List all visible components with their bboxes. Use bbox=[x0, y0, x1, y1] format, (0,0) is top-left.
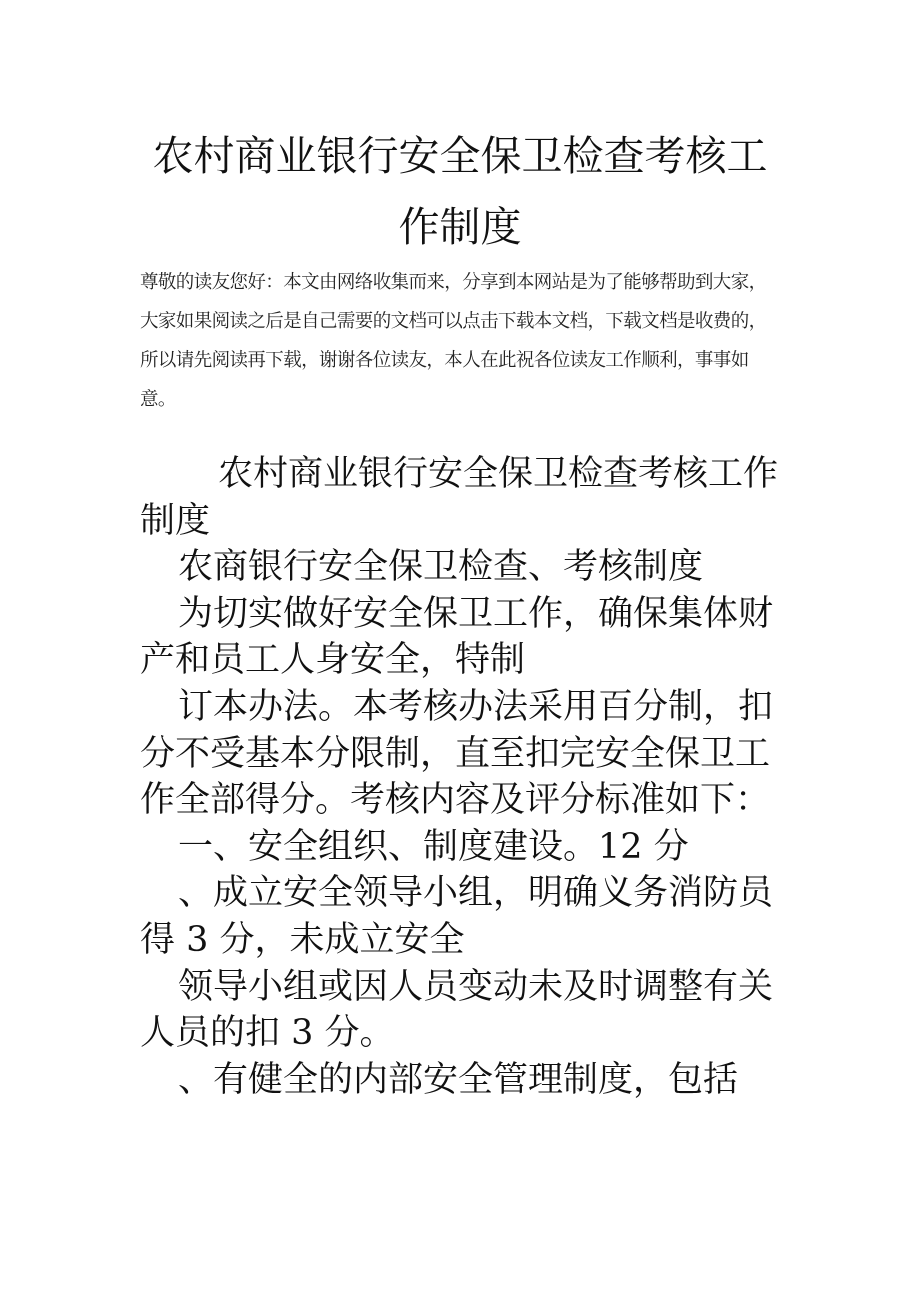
body-paragraph: 、成立安全领导小组，明确义务消防员得 3 分，未成立安全 bbox=[140, 873, 774, 960]
body-paragraph: 农商银行安全保卫检查、考核制度 bbox=[178, 547, 704, 588]
body-paragraph: 农村商业银行安全保卫检查考核工作制度 bbox=[140, 454, 779, 541]
body-paragraph: 订本办法。本考核办法采用百分制，扣分不受基本分限制，直至扣完安全保卫工作全部得分。考核内容及评分标准如下： bbox=[140, 686, 774, 821]
body-paragraph: 为切实做好安全保卫工作，确保集体财产和员工人身安全，特制 bbox=[140, 593, 774, 681]
reader-notice: 尊敬的读友您好：本文由网络收集而来，分享到本网站是为了能够帮助到大家，大家如果阅读之后是自己需要的文档可以点击下载本文档，下载文档是收费的，所以请先阅读再下载，谢谢各位读友，本人在此祝各位读友工作顺利，事事如意。 bbox=[140, 272, 767, 410]
body-paragraph: 领导小组或因人员变动未及时调整有关人员的扣 3 分。 bbox=[140, 966, 774, 1054]
body-paragraph: 、有健全的内部安全管理制度，包括 bbox=[178, 1059, 739, 1100]
document-body bbox=[140, 451, 782, 1103]
document-title-line-2: 作制度 bbox=[398, 203, 522, 251]
document-title-line-1: 农村商业银行安全保卫检查考核工 bbox=[152, 132, 768, 180]
body-paragraph: 一、安全组织、制度建设。12 分 bbox=[178, 826, 689, 867]
